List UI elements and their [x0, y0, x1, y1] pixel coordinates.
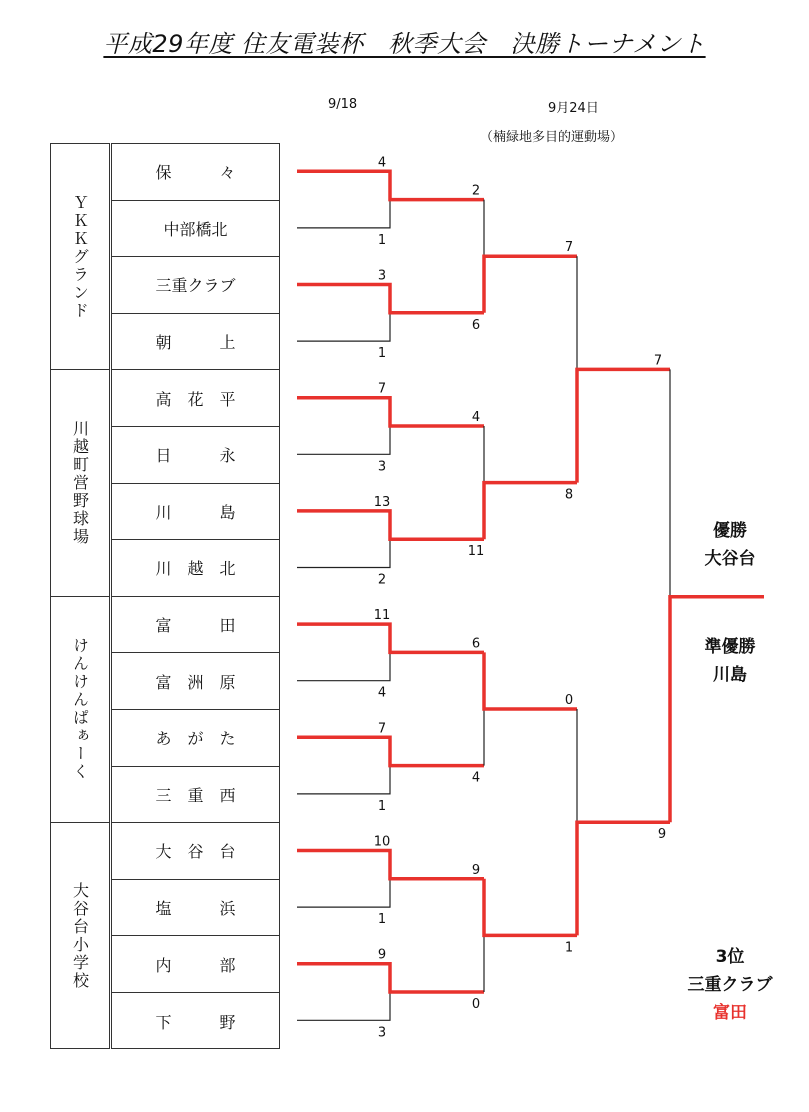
round1-match-2-loser-line — [297, 313, 390, 341]
team-name: 富 洲 原 — [155, 672, 236, 692]
round1-match-6-loser-line — [297, 766, 390, 794]
round1-match-4-winner-line — [297, 511, 484, 539]
round1-match-5-winner-line — [297, 624, 484, 652]
team-name: 富 田 — [155, 616, 236, 636]
round1-date: 9/18 — [328, 97, 358, 112]
round1-match-6-score-bottom: 1 — [377, 798, 387, 814]
round1-match-7-score-top: 10 — [373, 834, 391, 850]
semifinal-1-score-top: 7 — [564, 240, 574, 256]
team-name: 川 島 — [155, 502, 236, 522]
round1-match-8-winner-line — [297, 964, 484, 992]
team-name: あ が た — [155, 729, 236, 749]
venue-label: けんけんぱぁーく — [70, 637, 90, 782]
final-score-bottom: 9 — [657, 827, 667, 843]
round2-match-3-score-top: 6 — [471, 636, 481, 652]
champion-label: 優勝 — [713, 521, 747, 541]
round1-match-6-score-top: 7 — [377, 721, 387, 737]
venue-label: ＹＫＫグランド — [70, 193, 90, 320]
round1-match-3-loser-line — [297, 426, 390, 454]
semifinal-1-score-bottom: 8 — [564, 487, 574, 503]
team-name: 中部橋北 — [163, 219, 228, 239]
semifinal-2-score-bottom: 1 — [564, 940, 574, 956]
round1-match-1-score-bottom: 1 — [377, 232, 387, 248]
round1-match-1-loser-line — [297, 200, 390, 228]
round1-match-3-score-bottom: 3 — [377, 459, 387, 475]
round2-match-2-score-bottom: 11 — [467, 544, 485, 560]
round2-match-4-score-bottom: 0 — [471, 997, 481, 1012]
team-name: 川 越 北 — [155, 559, 236, 579]
team-name: 朝 上 — [155, 333, 236, 353]
round2-match-3-winner-line — [484, 652, 577, 709]
champion-team: 大谷台 — [704, 549, 756, 569]
round1-match-8-score-bottom: 3 — [377, 1025, 387, 1041]
round1-match-5-score-bottom: 4 — [377, 685, 387, 701]
final-score-top: 7 — [653, 353, 663, 369]
round1-match-4-score-bottom: 2 — [377, 572, 387, 588]
round1-match-8-loser-line — [297, 992, 390, 1020]
round1-match-2-score-bottom: 1 — [377, 346, 387, 362]
later-rounds-date: 9月24日 — [548, 101, 599, 116]
round2-match-3-score-bottom: 4 — [471, 770, 481, 786]
final-winner-line — [670, 597, 764, 822]
page-title: 平成29年度 住友電装杯 秋季大会 決勝トーナメント — [103, 30, 706, 58]
round2-match-1-score-top: 2 — [471, 183, 481, 199]
round2-match-2-score-top: 4 — [471, 410, 481, 425]
team-name: 三重クラブ — [155, 276, 236, 296]
round1-match-4-loser-line — [297, 539, 390, 567]
team-name: 保 々 — [155, 163, 236, 183]
round1-match-3-winner-line — [297, 398, 484, 426]
round2-match-1-score-bottom: 6 — [471, 317, 481, 333]
runner-up-label: 準優勝 — [704, 637, 756, 657]
round1-match-7-winner-line — [297, 851, 484, 879]
third-place-team-1: 三重クラブ — [687, 975, 773, 995]
round1-match-5-score-top: 11 — [373, 608, 391, 624]
venue-label: 大谷台小学校 — [70, 882, 90, 991]
round1-match-4-score-top: 13 — [373, 494, 391, 510]
semifinal-1-winner-line — [577, 369, 670, 482]
team-name: 下 野 — [155, 1012, 236, 1032]
round1-match-8-score-top: 9 — [377, 947, 387, 963]
team-name: 大 谷 台 — [155, 842, 236, 862]
runner-up-team: 川島 — [713, 665, 747, 685]
round2-match-4-score-top: 9 — [471, 862, 481, 878]
semifinal-2-winner-line — [577, 822, 670, 935]
venue-label: 川越町営野球場 — [70, 420, 90, 547]
round1-match-2-score-top: 3 — [377, 268, 387, 284]
team-name: 高 花 平 — [155, 389, 236, 409]
round1-match-7-loser-line — [297, 879, 390, 907]
round1-match-3-score-top: 7 — [377, 381, 387, 397]
round1-match-1-score-top: 4 — [377, 155, 387, 171]
round1-match-6-winner-line — [297, 737, 484, 765]
team-name: 塩 浜 — [155, 899, 236, 919]
round1-match-1-winner-line — [297, 171, 484, 199]
third-place-label: 3位 — [715, 947, 745, 967]
semifinal-2-score-top: 0 — [564, 693, 574, 708]
round1-match-7-score-bottom: 1 — [377, 912, 387, 928]
team-name: 日 永 — [155, 446, 236, 466]
round1-match-5-loser-line — [297, 652, 390, 680]
third-place-team-2: 富田 — [713, 1003, 747, 1023]
round2-match-1-winner-line — [484, 256, 577, 313]
later-rounds-venue: （楠緑地多目的運動場） — [480, 130, 624, 145]
team-name: 内 部 — [155, 955, 236, 975]
round1-match-2-winner-line — [297, 285, 484, 313]
round2-match-2-winner-line — [484, 483, 577, 540]
team-name: 三 重 西 — [155, 785, 236, 805]
round2-match-4-winner-line — [484, 879, 577, 936]
